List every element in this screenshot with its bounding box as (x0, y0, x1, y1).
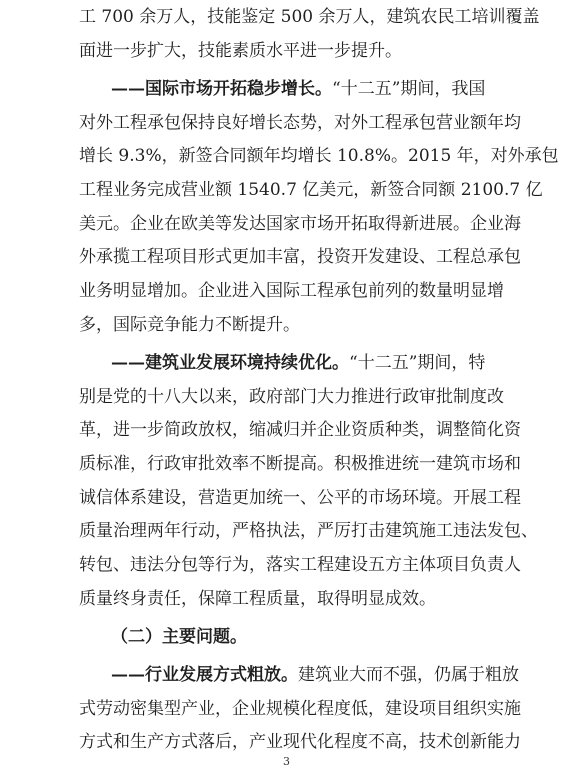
text-line: 多，国际竞争能力不断提升。 (79, 315, 300, 335)
section-heading: （二）主要问题。 (111, 627, 247, 647)
page-number: 3 (283, 755, 290, 768)
section-paragraph-intro: ——行业发展方式粗放。建筑业大而不强，仍属于粗放 (111, 665, 519, 685)
text-line: 质标准，行政审批效率不断提高。积极推进统一建筑市场和 (79, 454, 521, 474)
text-line: 工程业务完成营业额 1540.7 亿美元，新签合同额 2100.7 亿 (79, 180, 543, 200)
text-line: 外承揽工程项目形式更加丰富，投资开发建设、工程总承包 (79, 247, 521, 267)
text-line: 别是党的十八大以来，政府部门大力推进行政审批制度改 (79, 387, 504, 407)
text-line: 方式和生产方式落后，产业现代化程度不高，技术创新能力 (79, 732, 521, 752)
text-line: 工 700 余万人，技能鉴定 500 余万人，建筑农民工培训覆盖 (79, 7, 540, 27)
bold-lead-heading: ——行业发展方式粗放。 (111, 665, 298, 685)
text-line: 转包、违法分包等行为，落实工程建设五方主体项目负责人 (79, 555, 521, 575)
text-line: 质量终身责任，保障工程质量，取得明显成效。 (79, 589, 436, 609)
text-line: 革，进一步简政放权，缩减归并企业资质种类，调整简化资 (79, 420, 521, 440)
text-line: 美元。企业在欧美等发达国家市场开拓取得新进展。企业海 (79, 214, 521, 234)
text-line: 诚信体系建设，营造更加统一、公平的市场环境。开展工程 (79, 488, 521, 508)
text-line: 增长 9.3%，新签合同额年均增长 10.8%。2015 年，对外承包 (79, 146, 559, 166)
section-paragraph-intro: ——建筑业发展环境持续优化。“十二五”期间，特 (111, 353, 486, 373)
section-paragraph-intro: ——国际市场开拓稳步增长。“十二五”期间，我国 (111, 79, 486, 99)
text-line: 业务明显增加。企业进入国际工程承包前列的数量明显增 (79, 281, 504, 301)
text-line: 式劳动密集型产业，企业规模化程度低，建设项目组织实施 (79, 699, 521, 719)
text-line: 面进一步扩大，技能素质水平进一步提升。 (79, 41, 402, 61)
bold-lead-heading: ——国际市场开拓稳步增长。 (111, 79, 332, 99)
text-line: 对外工程承包保持良好增长态势，对外工程承包营业额年均 (79, 113, 521, 133)
text-line: 质量治理两年行动，严格执法，严厉打击建筑施工违法发包、 (79, 521, 538, 541)
bold-lead-heading: ——建筑业发展环境持续优化。 (111, 353, 349, 373)
